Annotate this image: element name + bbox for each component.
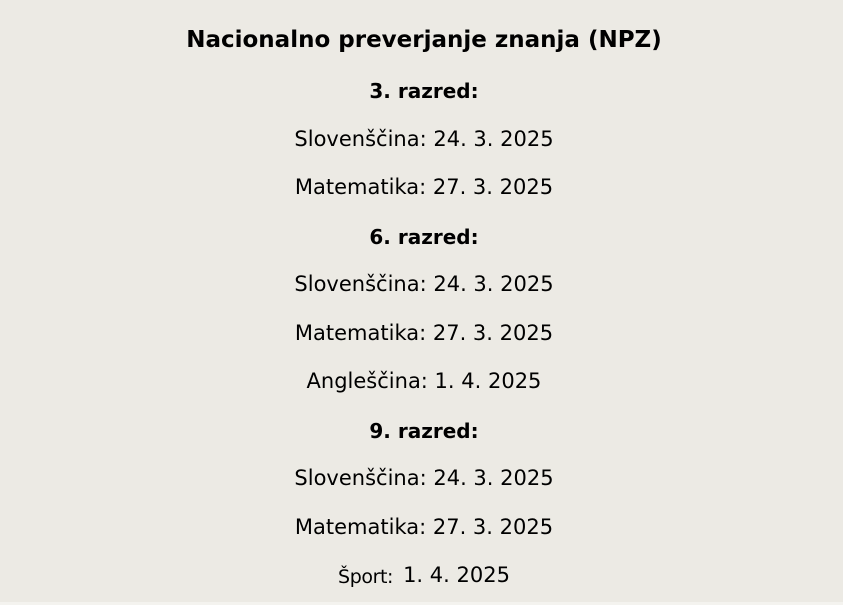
grade-6-matematika-date: Matematika: 27. 3. 2025 [294,321,554,345]
grade-3-matematika-date: Matematika: 27. 3. 2025 [294,175,554,199]
grade-9-matematika-date: Matematika: 27. 3. 2025 [294,515,554,539]
grade-9-sport-date: 1. 4. 2025 [403,563,510,587]
grade-9-heading: 9. razred: [369,419,479,443]
grade-9-sport-subject: Šport: [338,566,394,588]
grade-6-heading: 6. razred: [369,225,479,249]
grade-3-heading: 3. razred: [369,79,479,103]
grade-6-anglescina-date: Angleščina: 1. 4. 2025 [306,369,542,393]
grade-6-slovenscina-date: Slovenščina: 24. 3. 2025 [294,272,554,296]
grade-9-slovenscina-date: Slovenščina: 24. 3. 2025 [294,466,554,490]
page-title: Nacionalno preverjanje znanja (NPZ) [186,27,662,53]
grade-3-slovenscina-date: Slovenščina: 24. 3. 2025 [294,127,554,151]
grade-9-sport-row [0,565,843,586]
